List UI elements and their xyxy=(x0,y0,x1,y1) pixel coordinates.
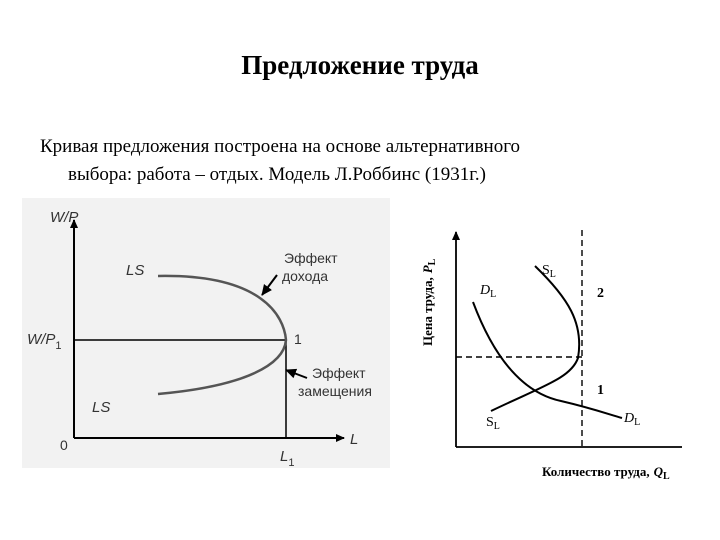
paragraph-line-1: Кривая предложения построена на основе альтернативного xyxy=(40,136,521,157)
point-1-label: 1 xyxy=(294,331,302,347)
supply-top-sub: L xyxy=(549,269,556,280)
income-effect-label-2: дохода xyxy=(282,268,329,284)
price-axis-text: Цена труда, xyxy=(420,277,435,346)
demand-top-main: D xyxy=(480,283,491,298)
demand-bottom-sub: L xyxy=(634,417,641,428)
slide-title: Предложение труда xyxy=(241,50,479,80)
wage-level-main: W/P xyxy=(27,331,56,348)
demand-top-sub: L xyxy=(490,289,497,300)
supply-bottom-main: S xyxy=(486,415,494,430)
price-axis-symbol: P xyxy=(420,265,435,274)
region-2-label: 2 xyxy=(597,286,604,301)
supply-curve xyxy=(491,266,579,411)
x-axis-label: L xyxy=(350,431,359,448)
income-effect-label-1: Эффект xyxy=(284,250,338,266)
left-panel-background xyxy=(22,198,390,468)
price-axis-label xyxy=(420,258,438,346)
price-axis-sub: L xyxy=(427,258,438,266)
l1-sub: 1 xyxy=(288,457,295,468)
y-axis-label: W/P xyxy=(50,209,79,226)
ls-lower-label: LS xyxy=(92,399,111,416)
demand-bottom-main: D xyxy=(624,411,635,426)
demand-label-bottom xyxy=(623,411,640,428)
demand-label-top xyxy=(479,283,496,300)
wage-level-sub: 1 xyxy=(55,340,62,352)
l1-main: L xyxy=(280,448,289,465)
quantity-axis-label xyxy=(542,464,670,482)
region-1-label: 1 xyxy=(597,383,604,398)
right-labor-market-diagram xyxy=(408,218,698,490)
quantity-axis-symbol: Q xyxy=(653,464,663,479)
demand-curve xyxy=(473,302,622,418)
quantity-axis-text: Количество труда, xyxy=(542,464,650,479)
ls-upper-label: LS xyxy=(126,262,145,279)
supply-bottom-sub: L xyxy=(493,421,500,432)
paragraph-line-2: выбора: работа – отдых. Модель Л.Роббинс (1931г.) xyxy=(68,164,486,185)
left-labor-supply-diagram xyxy=(22,198,390,468)
slide-paragraph xyxy=(40,133,700,189)
origin-label: 0 xyxy=(60,437,68,453)
supply-label-top xyxy=(542,263,556,280)
supply-top-main: S xyxy=(542,263,550,278)
substitution-effect-label-1: Эффект xyxy=(312,365,366,381)
supply-label-bottom xyxy=(486,415,500,432)
substitution-effect-label-2: замещения xyxy=(298,383,372,399)
quantity-axis-sub: L xyxy=(663,471,670,482)
